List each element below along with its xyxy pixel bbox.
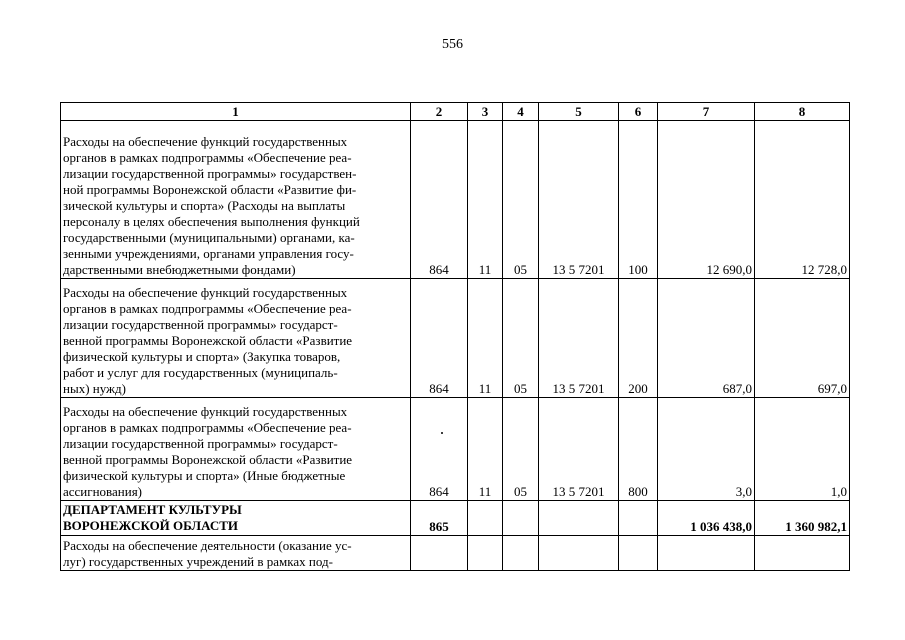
scan-speck xyxy=(441,432,443,434)
table-row xyxy=(61,398,850,501)
cell-ministry-code: 864 xyxy=(411,279,468,398)
description-line: органов в рамках подпрограммы «Обеспечение реа- xyxy=(63,150,352,165)
cell-target-code: 13 5 7201 xyxy=(539,121,619,279)
cell-amount-col8: 1,0 xyxy=(755,398,850,501)
header-cell: 7 xyxy=(658,103,755,121)
description-line: ассигнования) xyxy=(63,484,143,499)
description-line: органов в рамках подпрограммы «Обеспечение реа- xyxy=(63,301,352,316)
cell-expense-type: 800 xyxy=(619,398,658,501)
table-row-department xyxy=(61,501,850,536)
cell-subsection xyxy=(503,536,539,571)
header-cell: 6 xyxy=(619,103,658,121)
description-line: Расходы на обеспечение функций государственных xyxy=(63,134,348,149)
description-line: венной программы Воронежской области «Развитие xyxy=(63,452,353,467)
page-number: 556 xyxy=(442,37,463,52)
budget-table xyxy=(60,102,850,571)
cell-ministry-code: 864 xyxy=(411,398,468,501)
department-title-line: ВОРОНЕЖСКОЙ ОБЛАСТИ xyxy=(63,518,239,533)
cell-subsection: 05 xyxy=(503,398,539,501)
description-line: физической культуры и спорта» (Иные бюджетные xyxy=(63,468,346,483)
description-line: зенными учреждениями, органами управления госу- xyxy=(63,246,354,261)
description-line: венной программы Воронежской области «Развитие xyxy=(63,333,353,348)
cell-section xyxy=(468,536,503,571)
cell-amount-col8: 12 728,0 xyxy=(755,121,850,279)
description-line: луг) государственных учреждений в рамках под- xyxy=(63,554,333,569)
description-line: ных) нужд) xyxy=(63,381,126,396)
description-line: государственными (муниципальными) органами, ка- xyxy=(63,230,355,245)
cell-subsection: 05 xyxy=(503,279,539,398)
cell-target-code xyxy=(539,536,619,571)
table-row xyxy=(61,121,850,279)
cell-target-code: 13 5 7201 xyxy=(539,279,619,398)
table-row xyxy=(61,279,850,398)
description-line: Расходы на обеспечение деятельности (оказание ус- xyxy=(63,538,352,553)
header-cell: 3 xyxy=(468,103,503,121)
description-line: Расходы на обеспечение функций государственных xyxy=(63,404,348,419)
description-line: лизации государственной программы» государст- xyxy=(63,436,338,451)
department-title-line: ДЕПАРТАМЕНТ КУЛЬТУРЫ xyxy=(63,502,242,517)
cell-target-code: 13 5 7201 xyxy=(539,398,619,501)
cell-amount-col7 xyxy=(658,536,755,571)
description-line: ной программы Воронежской области «Развитие фи- xyxy=(63,182,357,197)
cell-section: 11 xyxy=(468,398,503,501)
header-cell: 4 xyxy=(503,103,539,121)
cell-amount-col8: 697,0 xyxy=(755,279,850,398)
cell-expense-type: 200 xyxy=(619,279,658,398)
description-line: персоналу в целях обеспечения выполнения функций xyxy=(63,214,360,229)
header-cell: 8 xyxy=(755,103,850,121)
cell-ministry-code: 864 xyxy=(411,121,468,279)
table-row xyxy=(61,536,850,571)
cell-amount-col7: 687,0 xyxy=(658,279,755,398)
row-description xyxy=(61,279,411,398)
cell-expense-type xyxy=(619,501,658,536)
description-line: лизации государственной программы» государст- xyxy=(63,317,338,332)
cell-section: 11 xyxy=(468,121,503,279)
cell-amount-col7: 1 036 438,0 xyxy=(658,501,755,536)
description-line: лизации государственной программы» государствен- xyxy=(63,166,357,181)
header-cell: 1 xyxy=(61,103,411,121)
cell-section xyxy=(468,501,503,536)
description-line: органов в рамках подпрограммы «Обеспечение реа- xyxy=(63,420,352,435)
row-description xyxy=(61,536,411,571)
description-line: дарственными внебюджетными фондами) xyxy=(63,262,296,277)
cell-target-code xyxy=(539,501,619,536)
description-line: Расходы на обеспечение функций государственных xyxy=(63,285,348,300)
row-description xyxy=(61,501,411,536)
cell-subsection xyxy=(503,501,539,536)
header-row xyxy=(61,103,850,121)
cell-amount-col8 xyxy=(755,536,850,571)
cell-ministry-code: 865 xyxy=(411,501,468,536)
description-line: работ и услуг для государственных (муниципаль- xyxy=(63,365,338,380)
description-line: физической культуры и спорта» (Закупка товаров, xyxy=(63,349,341,364)
header-cell: 2 xyxy=(411,103,468,121)
cell-ministry-code xyxy=(411,536,468,571)
header-cell: 5 xyxy=(539,103,619,121)
cell-amount-col7: 12 690,0 xyxy=(658,121,755,279)
row-description xyxy=(61,121,411,279)
cell-section: 11 xyxy=(468,279,503,398)
row-description xyxy=(61,398,411,501)
cell-amount-col8: 1 360 982,1 xyxy=(755,501,850,536)
cell-subsection: 05 xyxy=(503,121,539,279)
description-line: зической культуры и спорта» (Расходы на выплаты xyxy=(63,198,346,213)
cell-expense-type xyxy=(619,536,658,571)
cell-expense-type: 100 xyxy=(619,121,658,279)
cell-amount-col7: 3,0 xyxy=(658,398,755,501)
